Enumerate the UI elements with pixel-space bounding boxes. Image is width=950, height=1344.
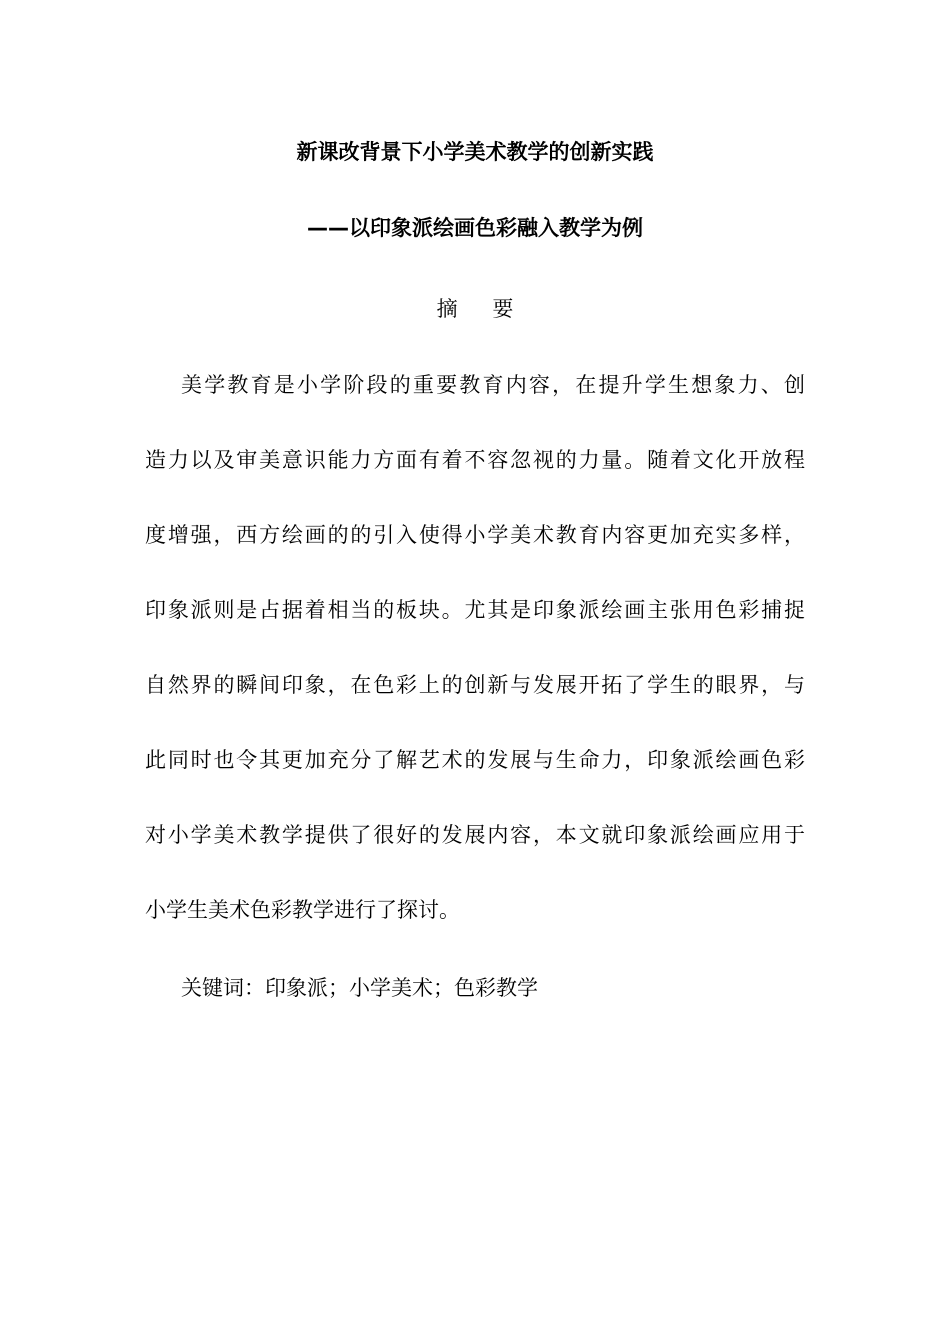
keywords-line: 关键词：印象派；小学美术；色彩教学 [181,976,538,1000]
document-title: 新课改背景下小学美术教学的创新实践 [296,140,654,164]
document-subtitle: ——以印象派绘画色彩融入教学为例 [307,216,643,240]
abstract-body [145,371,805,971]
abstract-line: 小学生美术色彩教学进行了探讨。 [145,898,460,922]
abstract-line: 对小学美术教学提供了很好的发展内容，本文就印象派绘画应用于 [145,823,805,847]
abstract-line: 度增强，西方绘画的的引入使得小学美术教育内容更加充实多样， [145,523,805,547]
abstract-line: 造力以及审美意识能力方面有着不容忽视的力量。随着文化开放程 [145,448,805,472]
abstract-line: 美学教育是小学阶段的重要教育内容，在提升学生想象力、创 [181,373,805,397]
abstract-line: 自然界的瞬间印象，在色彩上的创新与发展开拓了学生的眼界，与 [145,673,805,697]
abstract-line: 印象派则是占据着相当的板块。尤其是印象派绘画主张用色彩捕捉 [145,598,805,622]
abstract-line: 此同时也令其更加充分了解艺术的发展与生命力，印象派绘画色彩 [145,748,805,772]
abstract-heading: 摘 要 [436,297,528,321]
